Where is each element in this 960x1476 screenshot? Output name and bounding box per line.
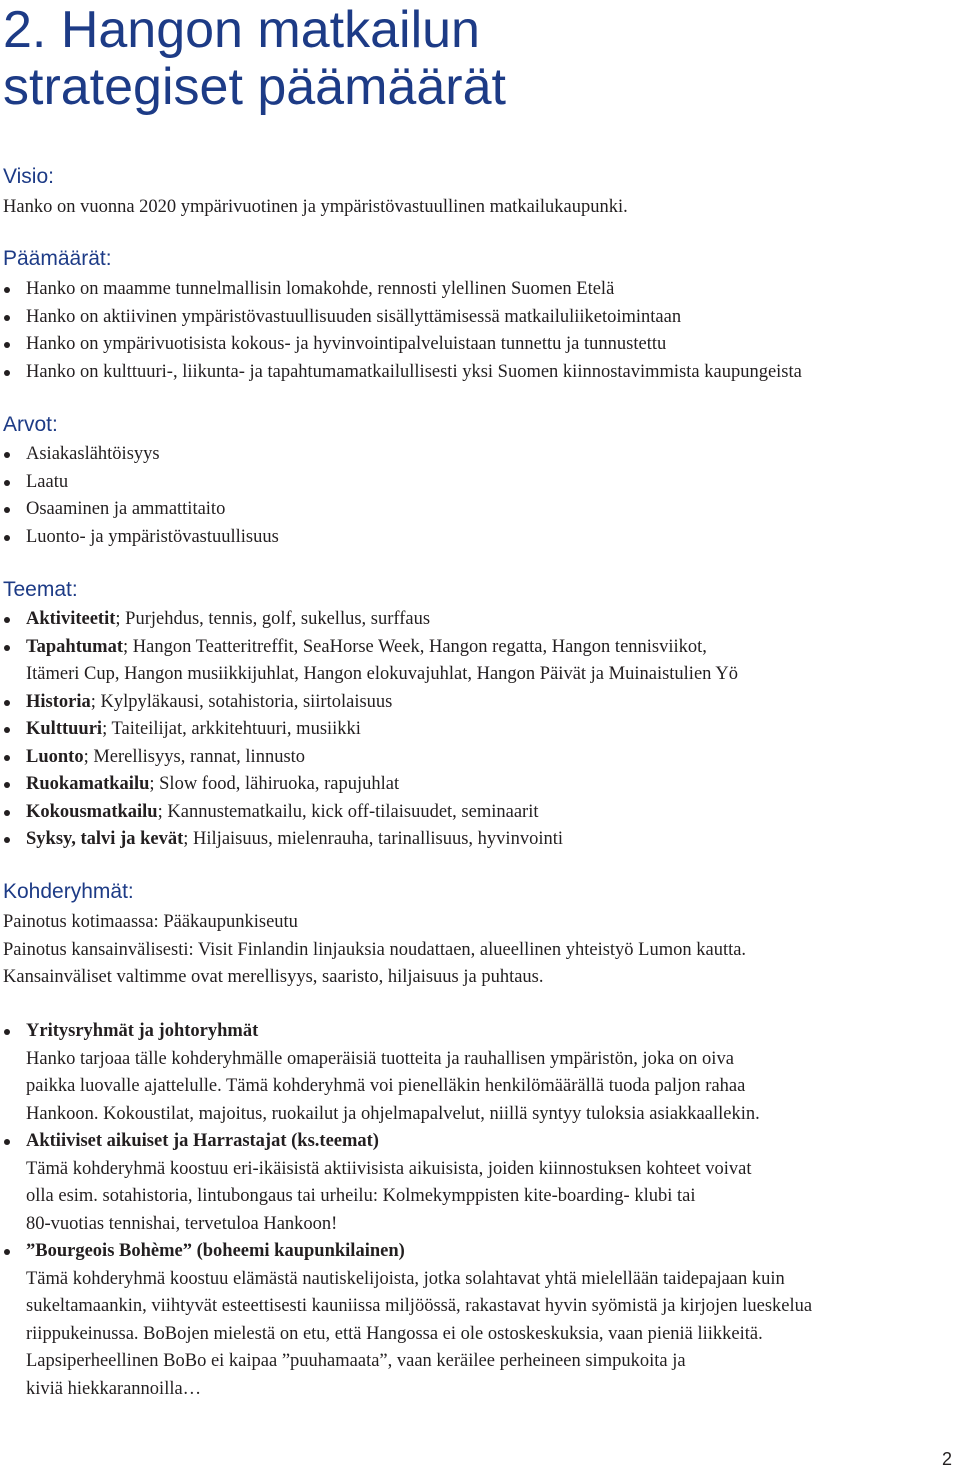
page-number: 2 (941, 1449, 952, 1469)
theme-name: Tapahtumat (26, 636, 123, 657)
bullet-icon (4, 315, 10, 321)
bullet-icon (4, 452, 10, 458)
bullet-icon (4, 700, 10, 706)
theme-name: Kokousmatkailu (26, 801, 158, 822)
bullet-icon (4, 370, 10, 376)
group-description-line: riippukeinussa. BoBojen mielestä on etu, että Hangossa ei ole ostoskeskuksia, vaan pieniä liikkeitä. (26, 1323, 763, 1344)
list-item (0, 359, 802, 387)
target-group-title (0, 1128, 812, 1156)
group-description-line: Lapsiperheellinen BoBo ei kaipaa ”puuhamaata”, vaan keräilee perheineen simpukoita ja (26, 1351, 686, 1371)
list-item-text: Hanko on aktiivinen ympäristövastuullisuuden sisällyttämisessä matkailuliiketoimintaan (26, 306, 682, 327)
list-item (0, 496, 279, 524)
list-item (0, 826, 738, 854)
list-item (0, 276, 802, 304)
theme-name: Luonto (26, 746, 84, 767)
bullet-icon (4, 810, 10, 816)
group-description-line: paikka luovalle ajattelulle. Tämä kohderyhmä voi pienelläkin henkilömäärällä tuoda paljon rahaa (26, 1076, 746, 1096)
list-item (0, 331, 802, 359)
bullet-icon (4, 480, 10, 486)
group-description-line: sukeltamaankin, viihtyvät esteettisesti kauniissa miljöössä, rakastavat hyvin syömistä ja kirjojen lueskelua (26, 1296, 813, 1316)
target-group-title (0, 1238, 812, 1266)
teemat-heading: Teemat: (3, 578, 78, 601)
list-item (0, 304, 802, 332)
bullet-icon (4, 287, 10, 293)
list-item (0, 524, 279, 552)
bullet-icon (4, 507, 10, 513)
page-title (3, 2, 506, 116)
theme-name: Kulttuuri (26, 719, 103, 739)
list-item (0, 441, 279, 469)
bullet-icon (4, 755, 10, 761)
arvot-heading: Arvot: (3, 413, 58, 436)
group-description-line: Tämä kohderyhmä koostuu elämästä nautiskelijoista, jotka solahtavat yhtä mielellään taidepajaan kuin (26, 1268, 785, 1289)
group-description-line: Hanko tarjoaa tälle kohderyhmälle omaperäisiä tuotteita ja rauhallisen ympäristön, joka on oiva (26, 1048, 734, 1069)
list-item (0, 771, 738, 799)
arvot-list (0, 441, 279, 551)
theme-details: ; Merellisyys, rannat, linnusto (83, 746, 306, 767)
theme-details: ; Taiteilijat, arkkitehtuuri, musiikki (102, 719, 361, 739)
group-description-line: 80-vuotias tennishai, tervetuloa Hankoon! (26, 1213, 338, 1234)
bullet-icon (4, 342, 10, 348)
theme-name: Historia (26, 691, 91, 712)
list-item-text: Luonto- ja ympäristövastuullisuus (26, 526, 279, 547)
list-item (0, 634, 738, 662)
list-item-text: Asiakaslähtöisyys (26, 444, 160, 464)
theme-details: ; Slow food, lähiruoka, rapujuhlat (149, 774, 400, 794)
kohderyhmat-line: Kansainväliset valtimme ovat merellisyys, saaristo, hiljaisuus ja puhtaus. (3, 967, 544, 987)
theme-details: ; Kannustematkailu, kick off-tilaisuudet, seminaarit (157, 801, 539, 822)
bullet-icon (4, 617, 10, 623)
visio-heading: Visio: (3, 165, 54, 188)
bullet-icon (4, 782, 10, 788)
title-line-1: 2. Hangon matkailun (3, 1, 480, 59)
list-item (0, 606, 738, 634)
title-line-2: strategiset päämäärät (3, 58, 506, 116)
list-item-text: Hanko on kulttuuri-, liikunta- ja tapahtumamatkailullisesti yksi Suomen kiinnostavimmista kaupungeista (26, 361, 802, 382)
teemat-list (0, 606, 738, 854)
theme-details: ; Hiljaisuus, mielenrauha, tarinallisuus, hyvinvointi (183, 829, 563, 849)
list-item (0, 469, 279, 497)
paamaarat-heading: Päämäärät: (3, 247, 112, 270)
theme-name: Ruokamatkailu (26, 774, 150, 794)
list-item-text: Hanko on ympärivuotisista kokous- ja hyvinvointipalveluistaan tunnettu ja tunnustettu (26, 334, 667, 354)
bullet-icon (4, 645, 10, 651)
list-item-text: Hanko on maamme tunnelmallisin lomakohde, rennosti ylellinen Suomen Etelä (26, 279, 615, 299)
bullet-icon (4, 727, 10, 733)
group-title-text: Aktiiviset aikuiset ja Harrastajat (ks.teemat) (26, 1131, 379, 1151)
list-item-text: Osaaminen ja ammattitaito (26, 499, 226, 519)
theme-name: Syksy, talvi ja kevät (26, 829, 184, 849)
bullet-icon (4, 837, 10, 843)
group-title-text: ”Bourgeois Bohème” (boheemi kaupunkilainen) (26, 1241, 405, 1261)
kohderyhmat-line: Painotus kansainvälisesti: Visit Finlandin linjauksia noudattaen, alueellinen yhteistyö Lumon kautta. (3, 940, 747, 960)
bullet-icon (4, 535, 10, 541)
theme-details: ; Kylpyläkausi, sotahistoria, siirtolaisuus (90, 691, 393, 712)
list-item-text: Laatu (26, 471, 69, 492)
bullet-icon (4, 1139, 10, 1145)
group-description-line: olla esim. sotahistoria, lintubongaus tai urheilu: Kolmekymppisten kite-boarding- klubi tai (26, 1186, 696, 1206)
bullet-icon (4, 1029, 10, 1035)
paamaarat-list (0, 276, 802, 386)
group-description-line: Hankoon. Kokoustilat, majoitus, ruokailut ja ohjelmapalvelut, niillä syntyy tuloksia asiakkaallekin. (26, 1103, 760, 1124)
theme-details: ; Purjehdus, tennis, golf, sukellus, surffaus (115, 609, 431, 629)
kohderyhmat-line: Painotus kotimaassa: Pääkaupunkiseutu (3, 912, 298, 932)
list-item (0, 716, 738, 744)
target-groups-list (0, 1018, 812, 1403)
theme-details: ; Hangon Teatteritreffit, SeaHorse Week, Hangon regatta, Hangon tennisviikot, (123, 636, 707, 657)
bullet-icon (4, 1249, 10, 1255)
group-title-text: Yritysryhmät ja johtoryhmät (26, 1021, 259, 1041)
list-item (0, 744, 738, 772)
theme-name: Aktiviteetit (26, 609, 116, 629)
group-description-line: Tämä kohderyhmä koostuu eri-ikäisistä aktiivisista aikuisista, joiden kiinnostuksen kohteet voivat (26, 1158, 752, 1179)
group-description-line: kiviä hiekkarannoilla… (26, 1378, 202, 1399)
target-group-title (0, 1018, 812, 1046)
list-item-continuation: Itämeri Cup, Hangon musiikkijuhlat, Hangon elokuvajuhlat, Hangon Päivät ja Muinaistulien Yö (26, 664, 738, 684)
list-item (0, 689, 738, 717)
kohderyhmat-heading: Kohderyhmät: (3, 880, 134, 903)
list-item (0, 799, 738, 827)
visio-text: Hanko on vuonna 2020 ympärivuotinen ja ympäristövastuullinen matkailukaupunki. (3, 197, 628, 217)
